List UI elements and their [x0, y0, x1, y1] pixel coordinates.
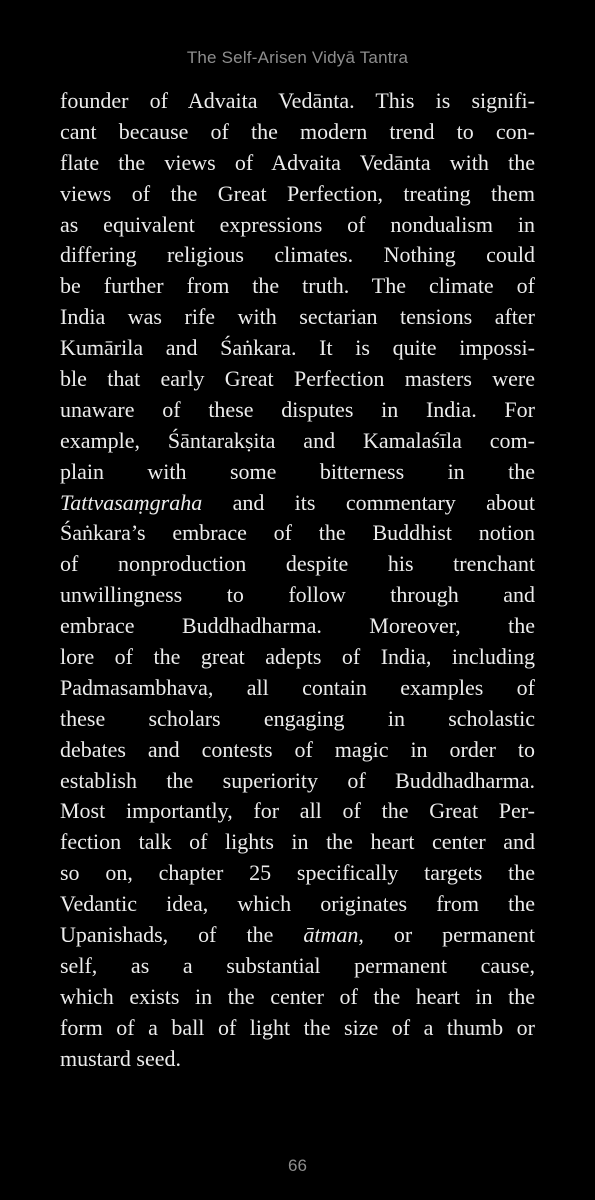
text-run: as equivalent expressions of nondualism in — [60, 211, 535, 237]
page-number: 66 — [288, 1156, 307, 1175]
text-line — [60, 86, 535, 117]
text-line — [60, 210, 535, 241]
text-line — [60, 889, 535, 920]
text-line — [60, 611, 535, 642]
text-run: mustard seed. — [60, 1045, 181, 1071]
text-line — [60, 364, 535, 395]
italic-text: ātman — [303, 922, 359, 948]
text-line — [60, 117, 535, 148]
text-run: and its commentary about — [202, 489, 535, 515]
text-line — [60, 951, 535, 982]
text-run: differing religious climates. Nothing could — [60, 242, 535, 268]
text-line — [60, 735, 535, 766]
text-run: of nonproduction despite his trenchant — [60, 551, 535, 577]
text-run: ble that early Great Perfection masters were — [60, 366, 535, 392]
italic-text: Tattvasaṃgraha — [60, 489, 203, 515]
running-header: The Self-Arisen Vidyā Tantra — [186, 48, 409, 67]
text-run: Padmasambhava, all contain examples of — [60, 674, 535, 700]
text-run: unaware of these disputes in India. For — [60, 396, 535, 422]
text-line — [60, 457, 535, 488]
text-line — [60, 642, 535, 673]
text-run: these scholars engaging in scholastic — [60, 705, 535, 731]
text-line — [60, 827, 535, 858]
text-line — [60, 333, 535, 364]
text-run: establish the superiority of Buddhadharma. — [60, 767, 535, 793]
text-line — [60, 240, 535, 271]
text-run: founder of Advaita Vedānta. This is signifi- — [60, 88, 535, 113]
text-run: Kumārila and Śaṅkara. It is quite impossi- — [60, 335, 535, 361]
body-text — [60, 86, 535, 1075]
text-line — [60, 796, 535, 827]
text-run: self, as a substantial permanent cause, — [60, 952, 535, 978]
text-line — [60, 302, 535, 333]
text-line — [60, 704, 535, 735]
text-line — [60, 1044, 535, 1075]
text-line — [60, 271, 535, 302]
text-run: debates and contests of magic in order to — [60, 736, 535, 762]
text-line — [60, 148, 535, 179]
text-run: so on, chapter 25 specifically targets the — [60, 860, 535, 886]
text-run: example, Śāntarakṣita and Kamalaśīla com- — [60, 427, 535, 453]
text-line — [60, 426, 535, 457]
text-line — [60, 488, 535, 519]
text-run: India was rife with sectarian tensions after — [60, 304, 535, 330]
text-run: embrace Buddhadharma. Moreover, the — [60, 613, 535, 639]
text-line — [60, 1013, 535, 1044]
text-run: plain with some bitterness in the — [60, 458, 535, 484]
text-run: flate the views of Advaita Vedānta with the — [60, 149, 535, 175]
text-run: which exists in the center of the heart in the — [60, 983, 535, 1009]
text-line — [60, 580, 535, 611]
text-line — [60, 673, 535, 704]
text-run: unwillingness to follow through and — [60, 582, 535, 608]
text-run: fection talk of lights in the heart center and — [60, 829, 535, 855]
text-line — [60, 395, 535, 426]
text-run: views of the Great Perfection, treating them — [60, 180, 535, 206]
text-line — [60, 982, 535, 1013]
text-line — [60, 766, 535, 797]
text-run: cant because of the modern trend to con- — [60, 118, 535, 144]
text-run: Vedantic idea, which originates from the — [60, 891, 535, 917]
text-run: Śaṅkara’s embrace of the Buddhist notion — [60, 520, 535, 546]
text-line — [60, 920, 535, 951]
text-run: lore of the great adepts of India, including — [60, 644, 535, 670]
text-run: Upanishads, of the — [60, 922, 304, 948]
text-line — [60, 858, 535, 889]
text-run: Most importantly, for all of the Great Per- — [60, 798, 535, 824]
text-run: form of a ball of light the size of a thumb or — [60, 1014, 535, 1040]
text-run: be further from the truth. The climate of — [60, 273, 535, 299]
text-run: , or permanent — [358, 922, 536, 948]
text-line — [60, 179, 535, 210]
text-line — [60, 518, 535, 549]
text-line — [60, 549, 535, 580]
